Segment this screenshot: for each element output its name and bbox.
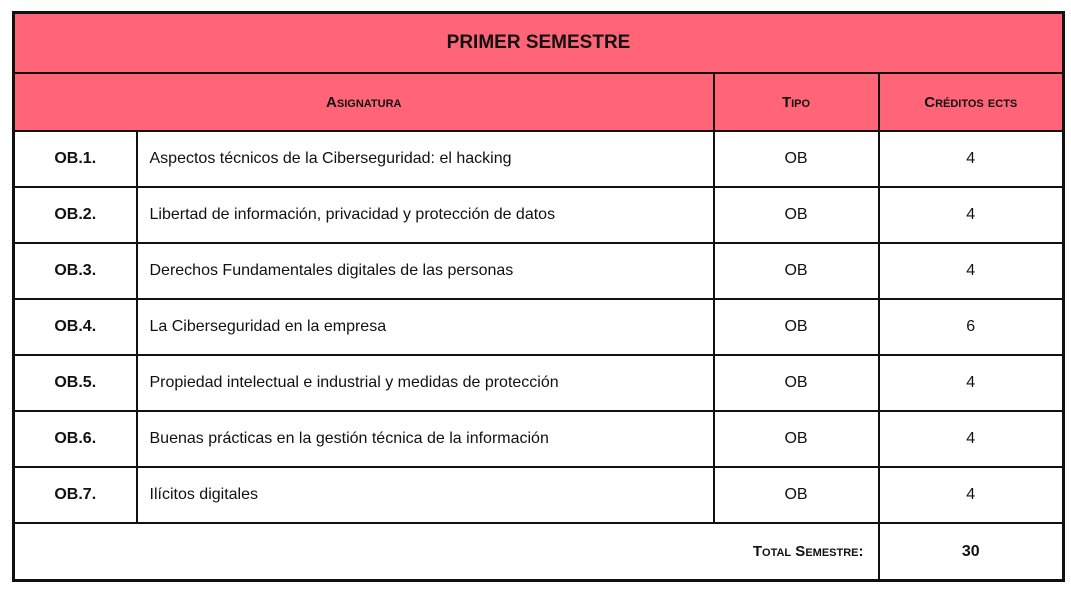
subject-name: Libertad de información, privacidad y protección de datos [137, 187, 714, 243]
subject-code: OB.2. [14, 187, 137, 243]
table-row [14, 355, 1064, 411]
column-header-asignatura: Asignatura [14, 73, 714, 131]
subject-type: OB [714, 411, 879, 467]
subject-code: OB.7. [14, 467, 137, 523]
subject-type: OB [714, 131, 879, 187]
total-label: Total Semestre: [14, 523, 879, 581]
subject-name: Aspectos técnicos de la Ciberseguridad: el hacking [137, 131, 714, 187]
subject-credits: 4 [879, 243, 1064, 299]
column-header-tipo: Tipo [714, 73, 879, 131]
subject-name: La Ciberseguridad en la empresa [137, 299, 714, 355]
subject-name: Ilícitos digitales [137, 467, 714, 523]
subject-code: OB.3. [14, 243, 137, 299]
total-value: 30 [879, 523, 1064, 581]
semester-table [12, 11, 1065, 582]
subject-credits: 4 [879, 187, 1064, 243]
subject-code: OB.1. [14, 131, 137, 187]
table-row [14, 187, 1064, 243]
subject-name: Buenas prácticas en la gestión técnica de la información [137, 411, 714, 467]
total-row [14, 523, 1064, 581]
table-row [14, 131, 1064, 187]
subject-code: OB.4. [14, 299, 137, 355]
table-row [14, 243, 1064, 299]
subject-credits: 4 [879, 411, 1064, 467]
subject-code: OB.6. [14, 411, 137, 467]
subject-code: OB.5. [14, 355, 137, 411]
subject-name: Derechos Fundamentales digitales de las personas [137, 243, 714, 299]
header-row [14, 73, 1064, 131]
subject-credits: 4 [879, 467, 1064, 523]
subject-credits: 4 [879, 355, 1064, 411]
table-row [14, 299, 1064, 355]
subject-type: OB [714, 299, 879, 355]
subject-credits: 6 [879, 299, 1064, 355]
subject-type: OB [714, 243, 879, 299]
table-row [14, 467, 1064, 523]
subject-type: OB [714, 187, 879, 243]
semester-title: PRIMER SEMESTRE [14, 13, 1064, 74]
title-row [14, 13, 1064, 74]
subject-type: OB [714, 355, 879, 411]
column-header-creditos: Créditos ects [879, 73, 1064, 131]
subject-credits: 4 [879, 131, 1064, 187]
subject-name: Propiedad intelectual e industrial y medidas de protección [137, 355, 714, 411]
table-row [14, 411, 1064, 467]
subject-type: OB [714, 467, 879, 523]
